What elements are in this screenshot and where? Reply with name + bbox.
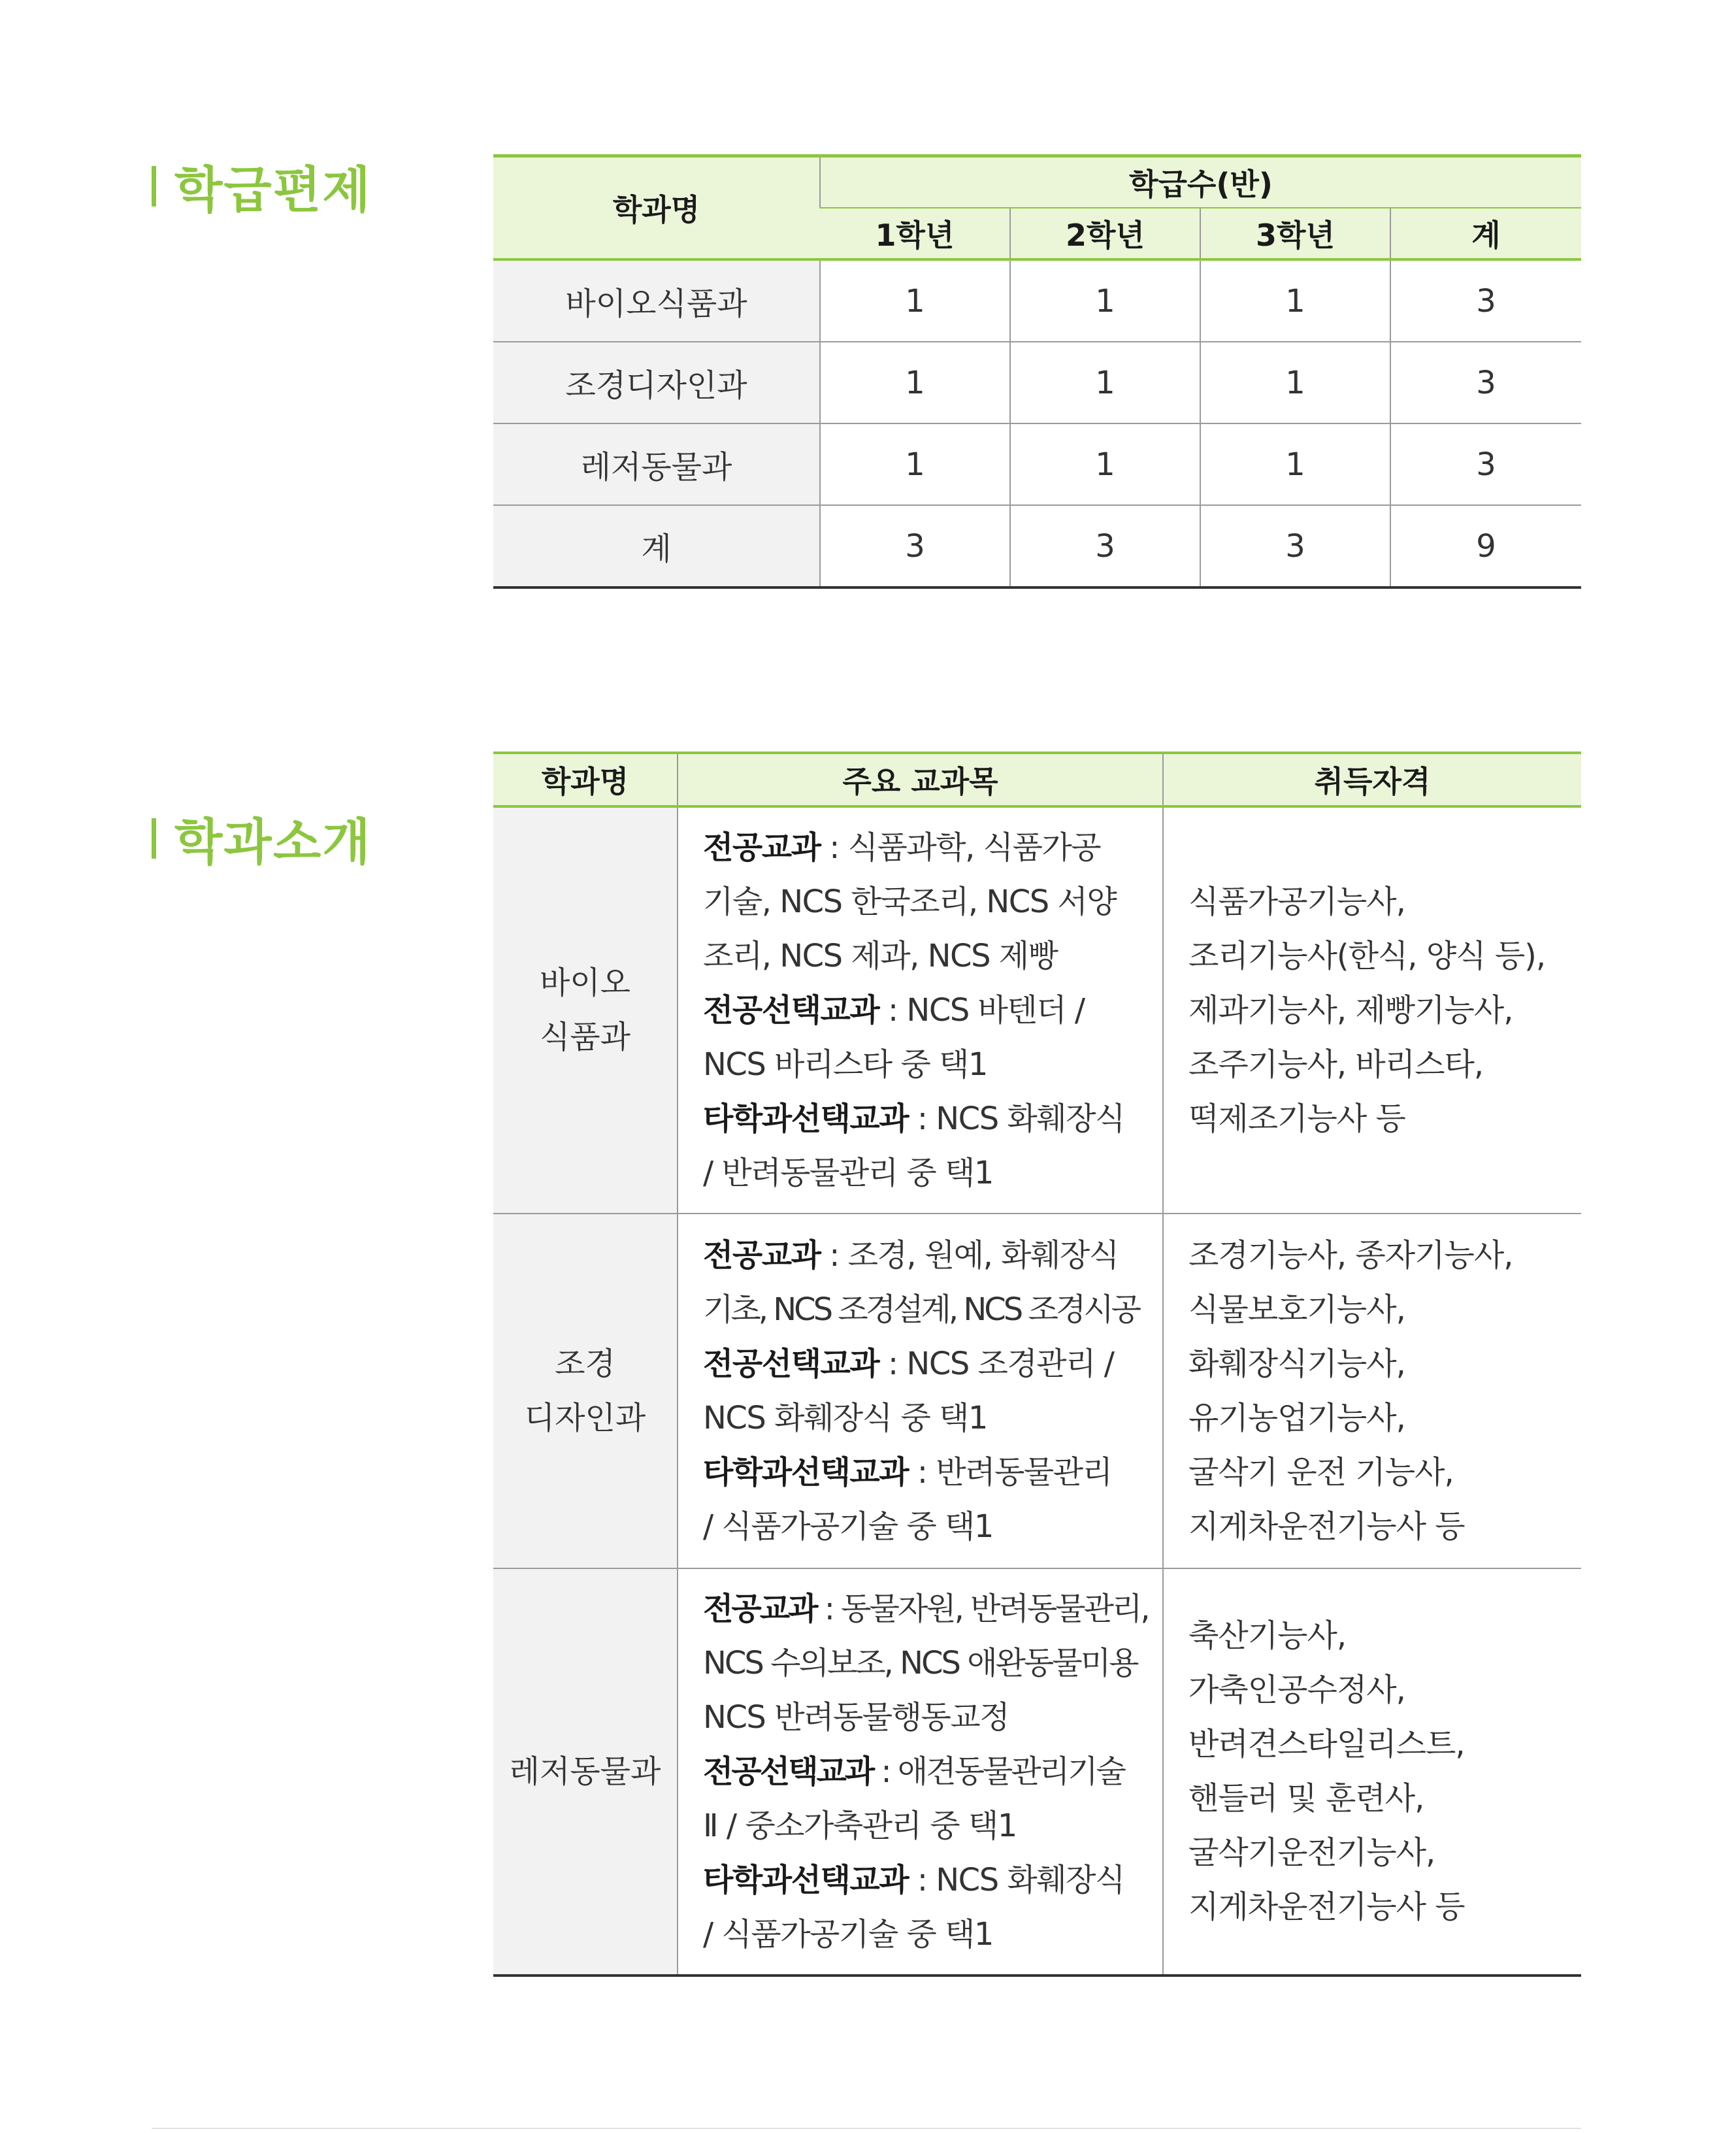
subject-line (703, 1092, 1149, 1146)
dept-cell: 조경디자인과 (493, 342, 820, 423)
subject-category: 타학과선택교과 (703, 1453, 909, 1491)
qualification-line: 식품가공기능사, (1188, 883, 1405, 920)
subjects-cell (678, 806, 1163, 1214)
qualification-line: 가축인공수정사, (1188, 1672, 1405, 1708)
table-row (493, 423, 1581, 505)
subject-line (703, 1799, 1149, 1853)
subject-text: / 식품가공기술 중 택1 (703, 1508, 993, 1545)
qualification-line: 조경기능사, 종자기능사, (1188, 1236, 1513, 1274)
subject-line (703, 984, 1149, 1038)
header-dept: 학과명 (493, 156, 820, 260)
qualification-line: 제과기능사, 제빵기능사, (1188, 991, 1513, 1029)
subject-line (703, 1500, 1149, 1554)
subject-line (703, 1691, 1149, 1745)
qualification-line: 축산기능사, (1188, 1617, 1347, 1654)
qualification-line: 조리기능사(한식, 양식 등), (1188, 937, 1546, 974)
total-cell: 3 (1390, 342, 1581, 423)
header-grade2: 2학년 (1010, 208, 1200, 259)
subject-category: 전공선택교과 (703, 991, 879, 1029)
header-subjects: 주요 교과목 (678, 753, 1163, 806)
qualification-line: 핸들러 및 훈련사, (1188, 1780, 1424, 1817)
subject-text: : NCS 조경관리 / (879, 1345, 1114, 1382)
header-class-count: 학급수(반) (820, 156, 1581, 208)
subject-line (703, 875, 1149, 929)
grade2-cell: 3 (1010, 505, 1200, 587)
title-bar (152, 166, 156, 207)
qualification-line: 유기농업기능사, (1188, 1399, 1405, 1436)
department-intro-table (493, 752, 1581, 1977)
grade2-cell: 1 (1010, 342, 1200, 423)
title-bar (152, 818, 156, 859)
total-cell: 3 (1390, 259, 1581, 342)
qualification-line: 떡제조기능사 등 (1188, 1100, 1405, 1137)
subject-text: : NCS 바텐더 / (879, 991, 1085, 1029)
subject-category: 전공선택교과 (703, 1753, 874, 1790)
table-row (493, 259, 1581, 342)
subject-text: NCS 반려동물행동교정 (703, 1698, 1009, 1736)
subject-line (703, 1337, 1149, 1391)
header-grade1: 1학년 (820, 208, 1010, 259)
qualification-line: 지게차운전기능사 등 (1188, 1889, 1465, 1925)
section-title-text: 학급편제 (174, 161, 372, 219)
dept-cell (493, 1568, 678, 1976)
subject-line (703, 1146, 1149, 1200)
qualification-line: 굴삭기 운전 기능사, (1188, 1453, 1454, 1491)
dept-name-line: 식품과 (539, 1019, 631, 1055)
grade2-cell: 1 (1010, 259, 1200, 342)
dept-name-line: 바이오 (539, 965, 631, 1001)
grade3-cell: 1 (1200, 423, 1390, 505)
subject-line (703, 1745, 1149, 1799)
subject-text: 기초, NCS 조경설계, NCS 조경시공 (703, 1291, 1139, 1328)
qualifications-cell (1163, 806, 1581, 1214)
subject-line (703, 1853, 1149, 1908)
grade2-cell: 1 (1010, 423, 1200, 505)
total-cell: 3 (1390, 423, 1581, 505)
footer-divider (152, 2128, 1581, 2129)
subject-category: 타학과선택교과 (703, 1861, 909, 1898)
dept-name-line: 디자인과 (524, 1399, 646, 1436)
total-cell: 9 (1390, 505, 1581, 587)
subject-line (703, 1391, 1149, 1446)
qualification-line: 조주기능사, 바리스타, (1188, 1046, 1484, 1083)
grade1-cell: 1 (820, 423, 1010, 505)
subjects-cell (678, 1568, 1163, 1976)
subject-text: : 애견동물관리기술 (873, 1753, 1124, 1790)
subject-text: : 조경, 원예, 화훼장식 (820, 1236, 1119, 1274)
subject-text: : NCS 화훼장식 (908, 1861, 1124, 1898)
dept-cell: 계 (493, 505, 820, 587)
dept-name-line: 레저동물과 (509, 1753, 661, 1790)
header-total: 계 (1390, 208, 1581, 259)
dept-cell: 바이오식품과 (493, 259, 820, 342)
grade3-cell: 1 (1200, 342, 1390, 423)
dept-cell (493, 1214, 678, 1568)
subject-text: 조리, NCS 제과, NCS 제빵 (703, 937, 1058, 974)
subject-text: NCS 수의보조, NCS 애완동물미용 (703, 1644, 1138, 1681)
dept-cell (493, 806, 678, 1214)
section-title-dept-intro (152, 802, 372, 874)
header-quals: 취득자격 (1163, 753, 1581, 806)
subject-text: NCS 화훼장식 중 택1 (703, 1399, 987, 1436)
section-title-class-org (152, 150, 372, 222)
subject-text: 기술, NCS 한국조리, NCS 서양 (703, 883, 1117, 920)
subject-category: 전공선택교과 (703, 1345, 879, 1382)
subject-line (703, 1229, 1149, 1283)
subject-line (703, 1038, 1149, 1092)
subject-text: / 식품가공기술 중 택1 (703, 1915, 993, 1953)
subject-text: : 반려동물관리 (908, 1453, 1112, 1491)
header-dept: 학과명 (493, 753, 678, 806)
qualification-line: 식물보호기능사, (1188, 1291, 1405, 1328)
qualifications-cell (1163, 1568, 1581, 1976)
subject-text: : NCS 화훼장식 (908, 1100, 1124, 1137)
table-row (493, 806, 1581, 1214)
grade3-cell: 3 (1200, 505, 1390, 587)
subject-text: Ⅱ / 중소가축관리 중 택1 (703, 1807, 1017, 1844)
table-row-total (493, 505, 1581, 587)
subject-line (703, 1908, 1149, 1962)
subject-line (703, 1582, 1149, 1636)
subject-line (703, 1636, 1149, 1691)
subject-text: NCS 바리스타 중 택1 (703, 1046, 987, 1083)
table-row (493, 1214, 1581, 1568)
table-row (493, 342, 1581, 423)
qualification-line: 반려견스타일리스트, (1188, 1726, 1465, 1762)
subject-text: / 반려동물관리 중 택1 (703, 1154, 993, 1191)
subject-text: : 식품과학, 식품가공 (820, 829, 1101, 866)
section-title-text: 학과소개 (174, 813, 372, 871)
dept-name-line: 조경 (555, 1345, 615, 1382)
subjects-cell (678, 1214, 1163, 1568)
dept-cell: 레저동물과 (493, 423, 820, 505)
class-organization-table (493, 154, 1581, 589)
subject-category: 전공교과 (703, 829, 821, 866)
grade1-cell: 1 (820, 342, 1010, 423)
qualifications-cell (1163, 1214, 1581, 1568)
header-grade3: 3학년 (1200, 208, 1390, 259)
table-row (493, 1568, 1581, 1976)
subject-line (703, 1446, 1149, 1500)
grade3-cell: 1 (1200, 259, 1390, 342)
qualification-line: 화훼장식기능사, (1188, 1345, 1405, 1382)
subject-category: 전공교과 (703, 1236, 821, 1274)
qualification-line: 굴삭기운전기능사, (1188, 1834, 1435, 1871)
subject-line (703, 1283, 1149, 1337)
qualification-line: 지게차운전기능사 등 (1188, 1508, 1465, 1545)
subject-text: : 동물자원, 반려동물관리, (816, 1590, 1149, 1627)
subject-category: 전공교과 (703, 1590, 817, 1627)
grade1-cell: 1 (820, 259, 1010, 342)
subject-line (703, 821, 1149, 875)
subject-line (703, 929, 1149, 984)
grade1-cell: 3 (820, 505, 1010, 587)
subject-category: 타학과선택교과 (703, 1100, 909, 1137)
